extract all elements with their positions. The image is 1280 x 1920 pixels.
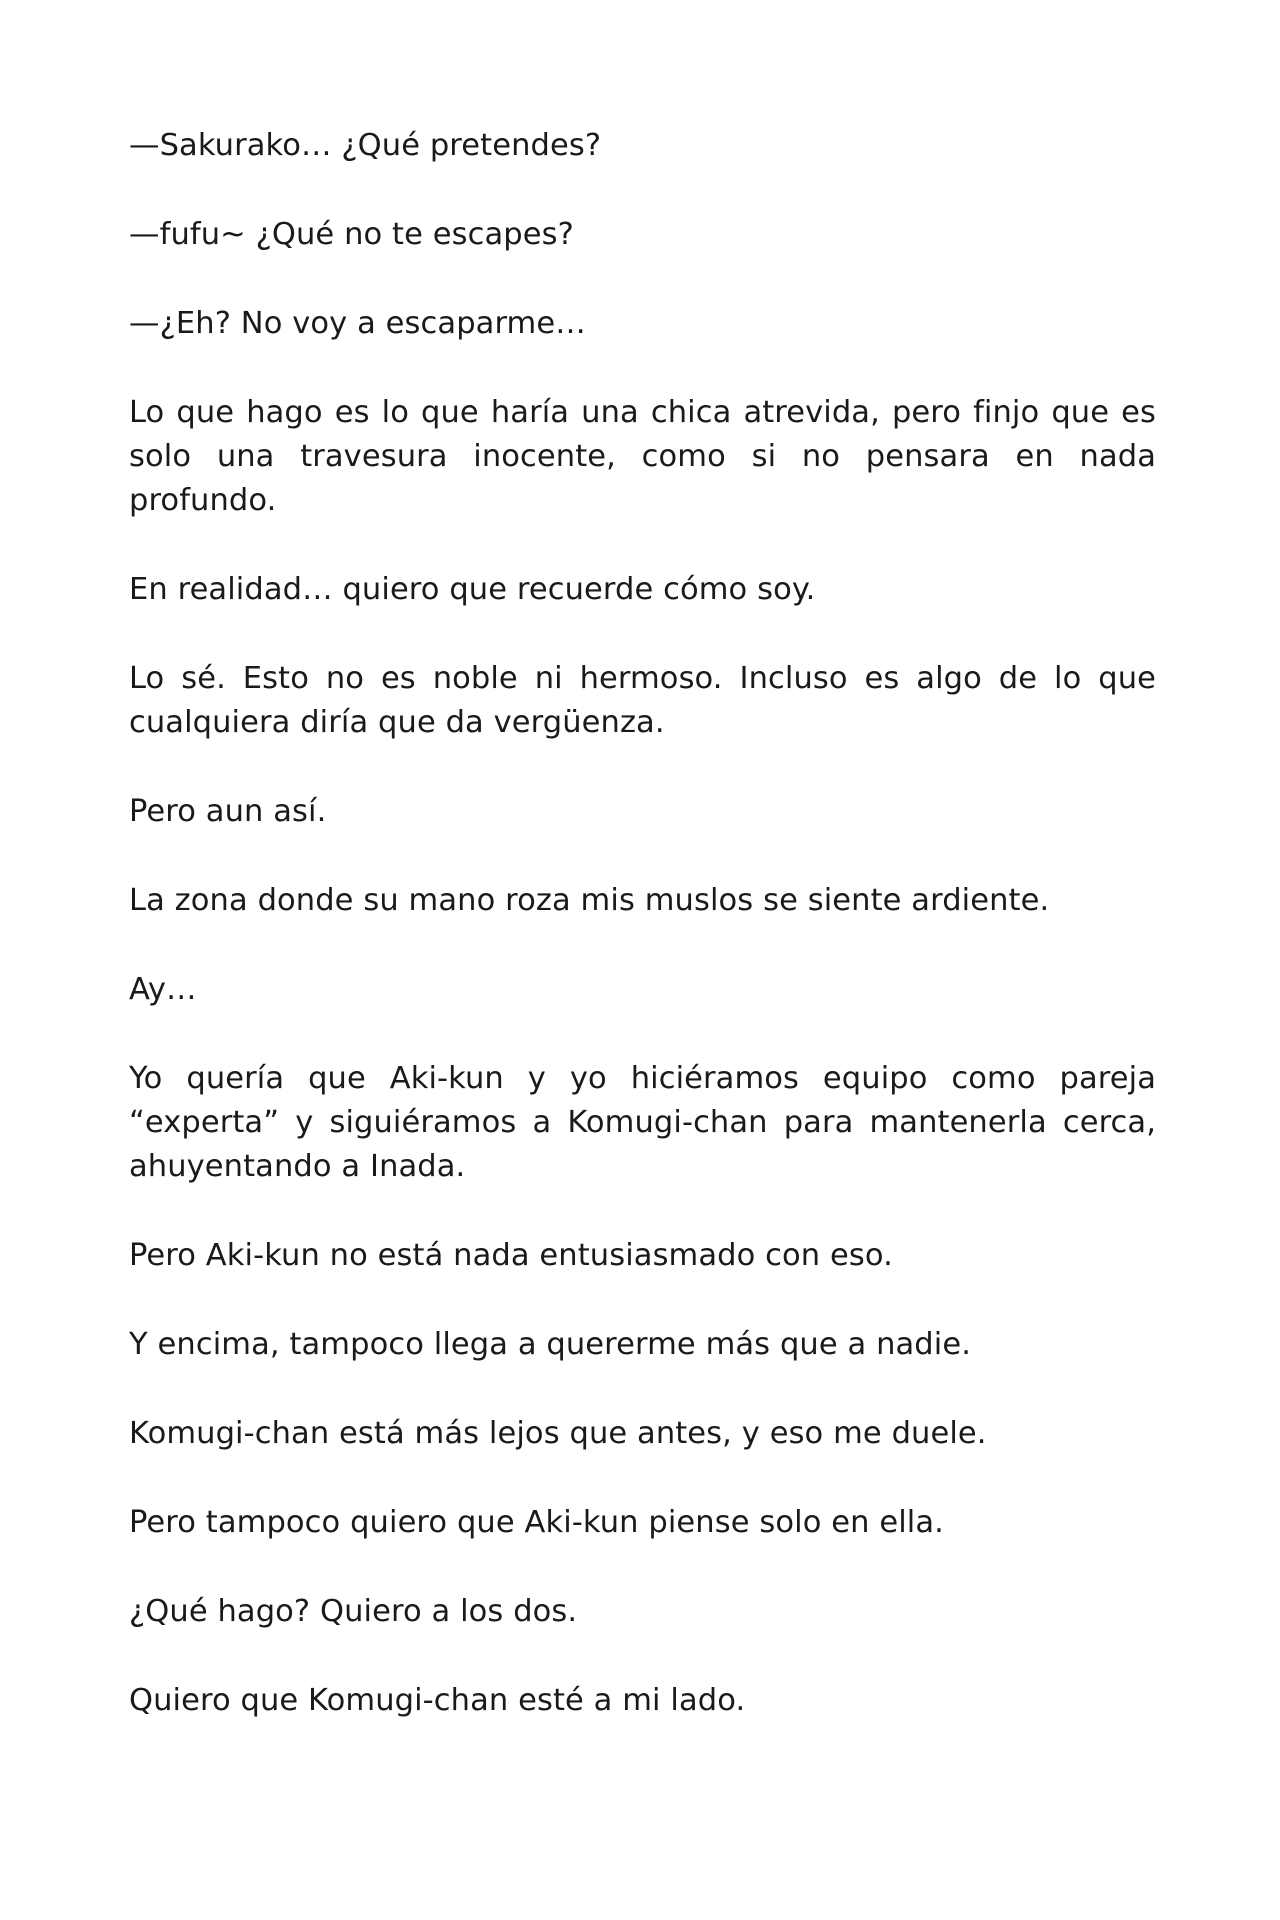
paragraph-dialogue-3: —¿Eh? No voy a escaparme… (129, 306, 586, 341)
paragraph-15: ¿Qué hago? Quiero a los dos. (129, 1594, 578, 1629)
paragraph-dialogue-2: —fufu~ ¿Qué no te escapes? (129, 217, 574, 252)
paragraph-9: Ay… (129, 972, 197, 1007)
paragraph-12: Y encima, tampoco llega a quererme más que a nadie. (129, 1327, 972, 1362)
paragraph-14: Pero tampoco quiero que Aki-kun piense solo en ella. (129, 1505, 944, 1540)
document-body (129, 124, 1156, 1768)
paragraph-7: Pero aun así. (129, 794, 327, 829)
paragraph-16: Quiero que Komugi-chan esté a mi lado. (129, 1683, 746, 1718)
paragraph-10: Yo quería que Aki-kun y yo hiciéramos equipo como pareja “experta” y siguiéramos a Komugi-chan para mantenerla cerca, ahuyentando a Inada. (129, 1061, 1156, 1184)
paragraph-8: La zona donde su mano roza mis muslos se siente ardiente. (129, 883, 1050, 918)
paragraph-11: Pero Aki-kun no está nada entusiasmado con eso. (129, 1238, 893, 1273)
paragraph-13: Komugi-chan está más lejos que antes, y eso me duele. (129, 1416, 987, 1451)
paragraph-5: En realidad… quiero que recuerde cómo soy. (129, 572, 816, 607)
paragraph-4: Lo que hago es lo que haría una chica atrevida, pero finjo que es solo una travesura inocente, como si no pensara en nada profundo. (129, 395, 1156, 518)
paragraph-dialogue-1: —Sakurako… ¿Qué pretendes? (129, 128, 602, 163)
paragraph-6: Lo sé. Esto no es noble ni hermoso. Incluso es algo de lo que cualquiera diría que da vergüenza. (129, 661, 1156, 740)
